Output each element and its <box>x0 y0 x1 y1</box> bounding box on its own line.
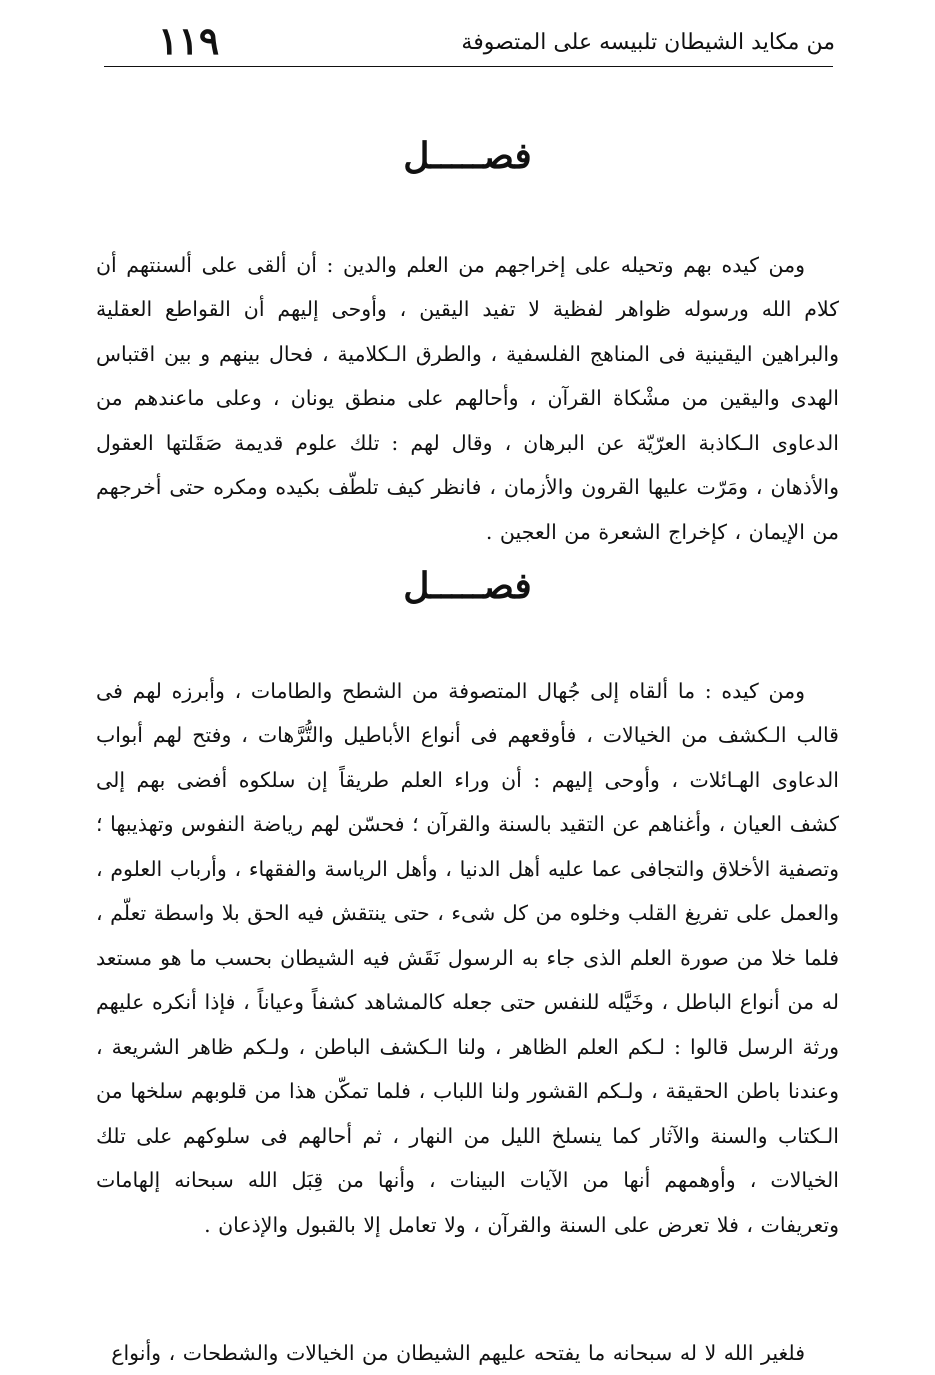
section-2-paragraph-continued: فلغير الله لا له سبحانه ما يفتحه عليهم الشيطان من الخيالات والشطحات ، وأنواع <box>111 1340 805 1365</box>
section-1-paragraph: ومن كيده بهم وتحيله على إخراجهم من العلم والدين : أن ألقى على ألسنتهم أن كلام الله ورسوله ظواهر لفظية لا تفيد اليقين ، وأوحى إليهم أن القواطع العقلية والبراهين اليقينية فى المناهج الفلسفية ، والطرق الـكلامية ، فحال بينهم و بين اقتباس الهدى واليقين من مشْكاة القرآن ، وأحالهم على منطق يونان ، وعلى ماعندهم من الدعاوى الـكاذبة العرّيّة عن البرهان ، وقال لهم : تلك علوم قديمة صَقَلتها العقول والأذهان ، ومَرّت عليها القرون والأزمان ، فانظر كيف تلطّف بكيده ومكره حتى أخرجهم من الإيمان ، كإخراج الشعرة من العجين . <box>96 252 839 544</box>
section-2-paragraph: ومن كيده : ما ألقاه إلى جُهال المتصوفة من الشطح والطامات ، وأبرزه لهم فى قالب الـكشف من الخيالات ، فأوقعهم فى أنواع الأباطيل والتُّرَّهات ، وفتح لهم أبواب الدعاوى الهـائلات ، وأوحى إليهم : أن وراء العلم طريقاً إن سلكوه أفضى بهم إلى كشف العيان ، وأغناهم عن التقيد بالسنة والقرآن ؛ فحسّن لهم رياضة النفوس وتهذيبها ؛ وتصفية الأخلاق والتجافى عما عليه أهل الدنيا ، وأهل الرياسة والفقهاء ، وأرباب العلوم ، والعمل على تفريغ القلب وخلوه من كل شىء ، حتى ينتقش فيه الحق بلا واسطة تعلّم ، فلما خلا من صورة العلم الذى جاء به الرسول نَقَش فيه الشيطان بحسب ما هو مستعد له من أنواع الباطل ، وخَيَّله للنفس حتى جعله كالمشاهد كشفاً وعياناً ، فإذا أنكره عليهم ورثة الرسل قالوا : لـكم العلم الظاهر ، ولنا الـكشف الباطن ، ولـكم ظاهر الشريعة ، وعندنا باطن الحقيقة ، ولـكم القشور ولنا اللباب ، فلما تمكّن هذا من قلوبهم سلخها من الـكتاب والسنة والآثار كما ينسلخ الليل من النهار ، ثم أحالهم فى سلوكهم على تلك الخيالات ، وأوهمهم أنها من الآيات البينات ، وأنها من قِبَل الله سبحانه إلهامات وتعريفات ، فلا تعرض على السنة والقرآن ، ولا تعامل إلا بالقبول والإذعان . <box>96 678 839 1237</box>
page-number: ١١٩ <box>158 18 220 63</box>
running-title: من مكايد الشيطان تلبيسه على المتصوفة <box>461 30 835 55</box>
header-rule <box>104 66 833 67</box>
section-heading-1: فصـــــل <box>403 135 532 177</box>
section-heading-2: فصـــــل <box>403 565 532 607</box>
running-head <box>100 18 835 62</box>
